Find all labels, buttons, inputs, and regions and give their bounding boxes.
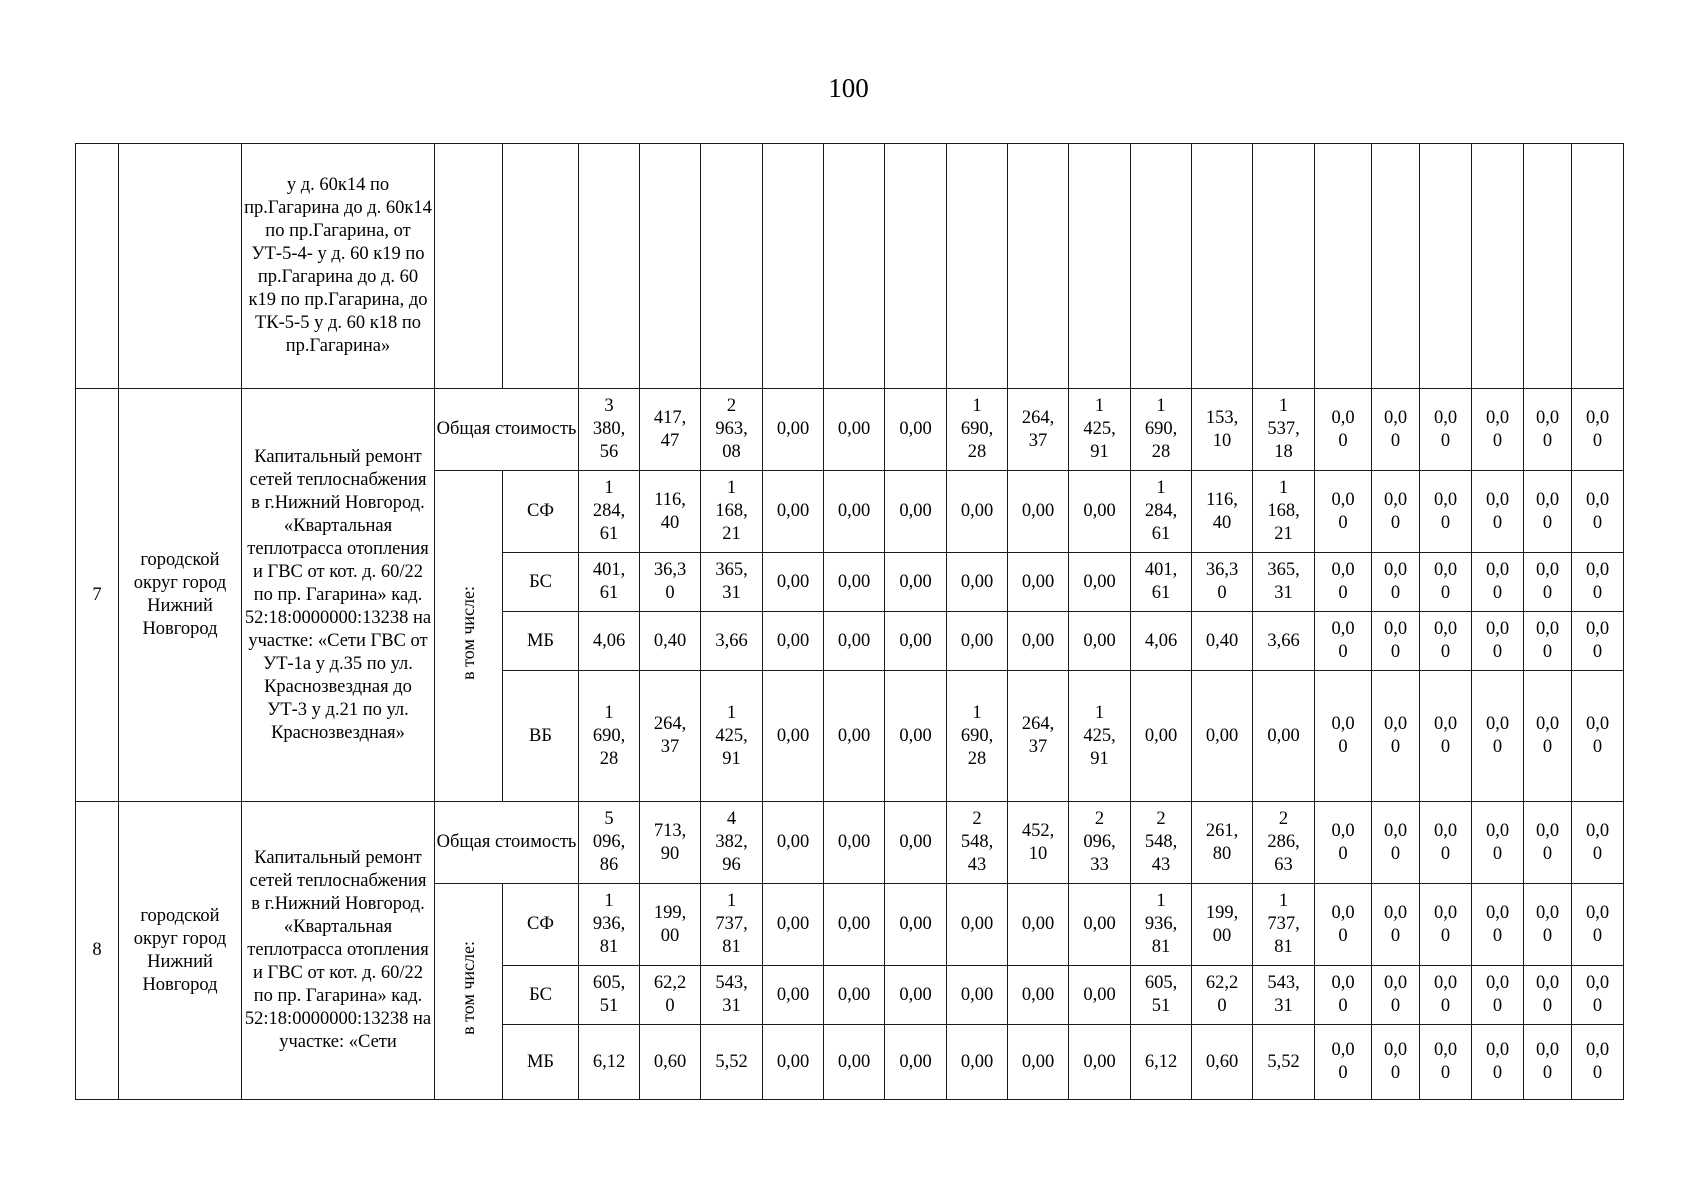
value-cell: 0,00	[824, 1025, 885, 1100]
value-cell: 0,00	[1192, 671, 1253, 802]
description-cell: Капитальный ремонт сетей теплоснабжения в г.Нижний Новгород. «Квартальная теплотрасса отопления и ГВС от кот. д. 60/22 по пр. Гагарина» кад. 52:18:0000000:13238 на участке: «Сети	[242, 802, 435, 1100]
funding-source-label: МБ	[503, 612, 579, 671]
value-cell: 0,00	[1008, 553, 1069, 612]
value-cell	[1524, 144, 1572, 389]
value-cell: 0,00	[885, 671, 947, 802]
value-cell: 0,0 0	[1420, 612, 1472, 671]
value-cell: 0,0 0	[1372, 389, 1420, 471]
value-cell: 365, 31	[701, 553, 763, 612]
value-cell: 0,00	[1069, 884, 1131, 966]
funding-source-label: БС	[503, 553, 579, 612]
funding-table	[75, 143, 1624, 1100]
value-cell: 0,40	[1192, 612, 1253, 671]
value-cell	[1372, 144, 1420, 389]
value-cell: 0,00	[885, 471, 947, 553]
value-cell: 0,0 0	[1372, 966, 1420, 1025]
value-cell: 713, 90	[640, 802, 701, 884]
value-cell	[1472, 144, 1524, 389]
value-cell: 0,00	[885, 612, 947, 671]
value-cell: 0,00	[824, 389, 885, 471]
value-cell	[1572, 144, 1624, 389]
value-cell: 2 548, 43	[947, 802, 1008, 884]
value-cell: 0,00	[1008, 471, 1069, 553]
value-cell: 0,0 0	[1315, 389, 1372, 471]
value-cell	[1008, 144, 1069, 389]
value-cell: 1 690, 28	[1131, 389, 1192, 471]
value-cell: 1 168, 21	[701, 471, 763, 553]
value-cell	[1420, 144, 1472, 389]
value-cell: 3 380, 56	[579, 389, 640, 471]
value-cell: 0,00	[763, 553, 824, 612]
value-cell: 0,0 0	[1472, 471, 1524, 553]
value-cell: 0,0 0	[1472, 612, 1524, 671]
value-cell: 1 284, 61	[1131, 471, 1192, 553]
value-cell: 0,0 0	[1372, 802, 1420, 884]
value-cell: 1 168, 21	[1253, 471, 1315, 553]
value-cell: 4 382, 96	[701, 802, 763, 884]
value-cell: 0,00	[947, 884, 1008, 966]
value-cell: 153, 10	[1192, 389, 1253, 471]
value-cell: 1 425, 91	[701, 671, 763, 802]
value-cell: 452, 10	[1008, 802, 1069, 884]
value-cell	[1253, 144, 1315, 389]
value-cell: 0,00	[824, 802, 885, 884]
value-cell: 0,0 0	[1572, 471, 1624, 553]
value-cell: 0,00	[1008, 884, 1069, 966]
value-cell: 1 690, 28	[947, 671, 1008, 802]
value-cell: 0,00	[1008, 1025, 1069, 1100]
value-cell: 4,06	[1131, 612, 1192, 671]
value-cell	[579, 144, 640, 389]
funding-source-label: СФ	[503, 884, 579, 966]
value-cell: 0,00	[824, 612, 885, 671]
label-cell	[435, 144, 503, 389]
value-cell: 5,52	[701, 1025, 763, 1100]
value-cell: 0,00	[1069, 612, 1131, 671]
value-cell: 0,0 0	[1420, 553, 1472, 612]
including-label-cell	[435, 884, 503, 1100]
value-cell: 417, 47	[640, 389, 701, 471]
including-label: в том числе:	[458, 585, 478, 680]
value-cell: 261, 80	[1192, 802, 1253, 884]
value-cell: 3,66	[1253, 612, 1315, 671]
value-cell: 0,0 0	[1472, 1025, 1524, 1100]
value-cell: 0,0 0	[1572, 671, 1624, 802]
value-cell: 36,3 0	[1192, 553, 1253, 612]
value-cell: 0,0 0	[1524, 671, 1572, 802]
value-cell: 0,0 0	[1420, 471, 1472, 553]
value-cell: 0,00	[1069, 1025, 1131, 1100]
value-cell: 4,06	[579, 612, 640, 671]
value-cell: 0,0 0	[1420, 966, 1472, 1025]
value-cell: 0,0 0	[1524, 553, 1572, 612]
page-number: 100	[828, 73, 869, 103]
value-cell: 0,0 0	[1315, 671, 1372, 802]
number-cell	[76, 144, 119, 389]
value-cell: 0,0 0	[1420, 1025, 1472, 1100]
value-cell: 5,52	[1253, 1025, 1315, 1100]
value-cell: 0,0 0	[1572, 1025, 1624, 1100]
value-cell: 0,0 0	[1315, 884, 1372, 966]
value-cell: 0,00	[1008, 966, 1069, 1025]
value-cell: 0,00	[1008, 612, 1069, 671]
value-cell: 0,00	[824, 471, 885, 553]
value-cell	[824, 144, 885, 389]
including-label: в том числе:	[458, 941, 478, 1035]
value-cell: 543, 31	[1253, 966, 1315, 1025]
value-cell: 1 690, 28	[947, 389, 1008, 471]
municipality-cell: городской округ город Нижний Новгород	[119, 389, 242, 802]
funding-source-label: СФ	[503, 471, 579, 553]
value-cell: 0,0 0	[1372, 471, 1420, 553]
value-cell: 1 737, 81	[701, 884, 763, 966]
value-cell: 0,0 0	[1472, 389, 1524, 471]
value-cell: 1 537, 18	[1253, 389, 1315, 471]
value-cell: 0,00	[1069, 966, 1131, 1025]
value-cell: 0,0 0	[1315, 612, 1372, 671]
value-cell: 0,40	[640, 612, 701, 671]
value-cell: 0,00	[824, 553, 885, 612]
value-cell: 0,00	[763, 966, 824, 1025]
value-cell: 0,0 0	[1315, 1025, 1372, 1100]
value-cell: 0,0 0	[1372, 612, 1420, 671]
including-label-cell	[435, 471, 503, 802]
value-cell: 0,00	[763, 389, 824, 471]
value-cell: 0,00	[763, 1025, 824, 1100]
municipality-cell	[119, 144, 242, 389]
value-cell: 1 936, 81	[579, 884, 640, 966]
value-cell: 0,00	[763, 884, 824, 966]
value-cell: 0,0 0	[1524, 884, 1572, 966]
value-cell	[1192, 144, 1253, 389]
table-row	[76, 389, 1624, 471]
value-cell: 6,12	[579, 1025, 640, 1100]
value-cell: 3,66	[701, 612, 763, 671]
value-cell	[1131, 144, 1192, 389]
value-cell: 62,2 0	[640, 966, 701, 1025]
project-number-cell: 8	[76, 802, 119, 1100]
value-cell: 199, 00	[640, 884, 701, 966]
value-cell: 0,0 0	[1572, 553, 1624, 612]
value-cell: 0,0 0	[1524, 1025, 1572, 1100]
value-cell: 0,00	[885, 802, 947, 884]
value-cell: 0,0 0	[1524, 389, 1572, 471]
value-cell: 0,0 0	[1420, 802, 1472, 884]
total-cost-label: Общая стоимость	[435, 389, 579, 471]
value-cell: 0,0 0	[1524, 802, 1572, 884]
value-cell: 401, 61	[579, 553, 640, 612]
value-cell: 0,60	[1192, 1025, 1253, 1100]
description-cell: Капитальный ремонт сетей теплоснабжения в г.Нижний Новгород. «Квартальная теплотрасса отопления и ГВС от кот. д. 60/22 по пр. Гагарина» кад. 52:18:0000000:13238 на участке: «Сети ГВС от УТ-1а у д.35 по ул. Краснозвездная до УТ-3 у д.21 по ул. Краснозвездная»	[242, 389, 435, 802]
value-cell: 0,0 0	[1420, 884, 1472, 966]
value-cell: 0,0 0	[1472, 553, 1524, 612]
value-cell: 0,0 0	[1572, 389, 1624, 471]
value-cell: 264, 37	[1008, 389, 1069, 471]
value-cell: 0,00	[824, 884, 885, 966]
value-cell: 2 286, 63	[1253, 802, 1315, 884]
funding-source-label: ВБ	[503, 671, 579, 802]
value-cell: 0,0 0	[1472, 884, 1524, 966]
value-cell: 0,00	[947, 1025, 1008, 1100]
value-cell: 0,0 0	[1315, 553, 1372, 612]
value-cell: 0,00	[947, 612, 1008, 671]
value-cell: 0,0 0	[1572, 884, 1624, 966]
value-cell: 264, 37	[1008, 671, 1069, 802]
value-cell: 0,0 0	[1472, 802, 1524, 884]
value-cell: 264, 37	[640, 671, 701, 802]
value-cell: 0,0 0	[1372, 884, 1420, 966]
value-cell: 401, 61	[1131, 553, 1192, 612]
value-cell: 0,00	[763, 802, 824, 884]
value-cell: 116, 40	[1192, 471, 1253, 553]
value-cell: 1 737, 81	[1253, 884, 1315, 966]
value-cell: 0,0 0	[1372, 671, 1420, 802]
value-cell: 0,0 0	[1472, 671, 1524, 802]
value-cell: 0,00	[1253, 671, 1315, 802]
value-cell: 0,0 0	[1572, 612, 1624, 671]
value-cell: 1 690, 28	[579, 671, 640, 802]
value-cell: 0,00	[947, 553, 1008, 612]
value-cell: 365, 31	[1253, 553, 1315, 612]
value-cell: 0,0 0	[1315, 966, 1372, 1025]
value-cell: 199, 00	[1192, 884, 1253, 966]
value-cell	[885, 144, 947, 389]
value-cell: 0,0 0	[1524, 966, 1572, 1025]
continuation-row	[76, 144, 1624, 389]
value-cell: 0,0 0	[1524, 471, 1572, 553]
municipality-cell: городской округ город Нижний Новгород	[119, 802, 242, 1100]
value-cell: 0,0 0	[1372, 553, 1420, 612]
funding-source-label: МБ	[503, 1025, 579, 1100]
funding-source-label: БС	[503, 966, 579, 1025]
value-cell: 116, 40	[640, 471, 701, 553]
value-cell: 0,0 0	[1572, 966, 1624, 1025]
value-cell	[701, 144, 763, 389]
value-cell: 605, 51	[1131, 966, 1192, 1025]
value-cell: 2 548, 43	[1131, 802, 1192, 884]
value-cell: 0,00	[885, 553, 947, 612]
value-cell: 5 096, 86	[579, 802, 640, 884]
value-cell: 0,00	[1069, 471, 1131, 553]
value-cell: 543, 31	[701, 966, 763, 1025]
value-cell: 62,2 0	[1192, 966, 1253, 1025]
value-cell: 0,00	[947, 966, 1008, 1025]
value-cell: 2 963, 08	[701, 389, 763, 471]
value-cell: 0,00	[763, 671, 824, 802]
value-cell: 0,0 0	[1315, 471, 1372, 553]
value-cell: 0,0 0	[1472, 966, 1524, 1025]
value-cell: 0,00	[1069, 553, 1131, 612]
value-cell: 0,00	[763, 612, 824, 671]
description-cell: у д. 60к14 по пр.Гагарина до д. 60к14 по пр.Гагарина, от УТ-5-4- у д. 60 к19 по пр.Гагарина до д. 60 к19 по пр.Гагарина, до ТК-5-5 у д. 60 к18 по пр.Гагарина»	[242, 144, 435, 389]
value-cell: 605, 51	[579, 966, 640, 1025]
value-cell: 0,0 0	[1420, 671, 1472, 802]
value-cell: 0,00	[885, 966, 947, 1025]
value-cell: 0,0 0	[1572, 802, 1624, 884]
value-cell: 0,0 0	[1524, 612, 1572, 671]
value-cell: 0,00	[885, 884, 947, 966]
value-cell: 0,0 0	[1420, 389, 1472, 471]
value-cell: 0,00	[947, 471, 1008, 553]
value-cell: 0,0 0	[1315, 802, 1372, 884]
value-cell: 2 096, 33	[1069, 802, 1131, 884]
value-cell: 0,0 0	[1372, 1025, 1420, 1100]
value-cell	[1315, 144, 1372, 389]
value-cell: 1 425, 91	[1069, 671, 1131, 802]
value-cell: 1 284, 61	[579, 471, 640, 553]
total-cost-label: Общая стоимость	[435, 802, 579, 884]
value-cell: 1 425, 91	[1069, 389, 1131, 471]
value-cell	[1069, 144, 1131, 389]
value-cell: 0,00	[824, 966, 885, 1025]
value-cell: 0,00	[885, 389, 947, 471]
value-cell	[640, 144, 701, 389]
table-row	[76, 802, 1624, 884]
label-cell	[503, 144, 579, 389]
value-cell: 0,00	[885, 1025, 947, 1100]
project-number-cell: 7	[76, 389, 119, 802]
value-cell: 6,12	[1131, 1025, 1192, 1100]
value-cell: 1 936, 81	[1131, 884, 1192, 966]
value-cell: 0,00	[824, 671, 885, 802]
value-cell: 0,00	[763, 471, 824, 553]
value-cell: 0,00	[1131, 671, 1192, 802]
value-cell: 0,60	[640, 1025, 701, 1100]
value-cell: 36,3 0	[640, 553, 701, 612]
value-cell	[947, 144, 1008, 389]
value-cell	[763, 144, 824, 389]
